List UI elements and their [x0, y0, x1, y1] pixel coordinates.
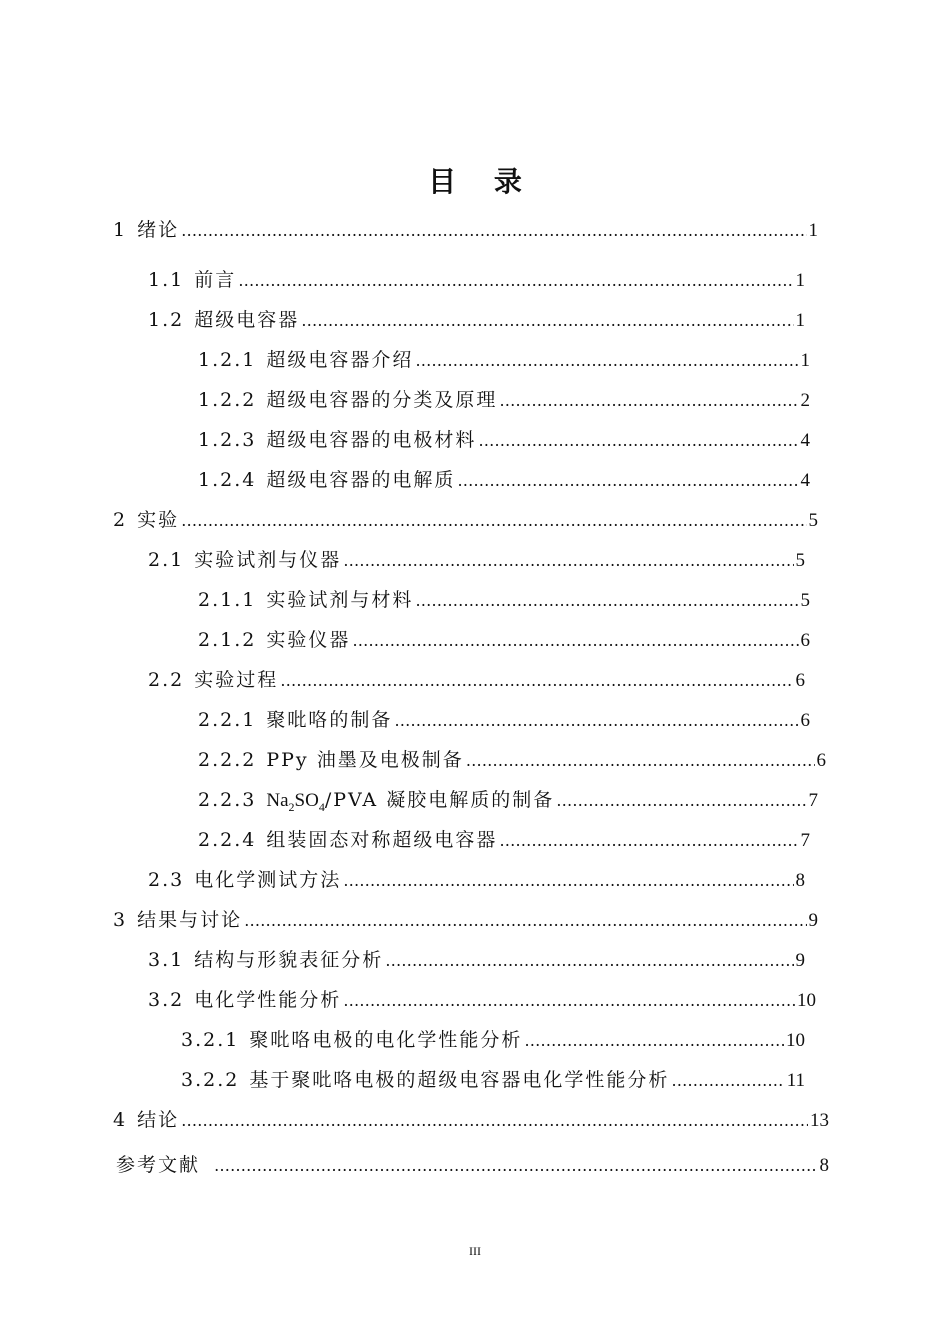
- toc-entry-page: 7: [808, 790, 818, 811]
- toc-entry[interactable]: [148, 865, 805, 895]
- toc-entry[interactable]: [113, 505, 818, 535]
- toc-entry-number: 2.2: [148, 669, 185, 691]
- toc-title: 目 录: [428, 165, 536, 198]
- dot-leader: [280, 666, 793, 696]
- toc-entry-label: PPy 油墨及电极制备: [266, 749, 464, 771]
- dot-leader: [385, 946, 793, 976]
- toc-entry-page: 6: [795, 670, 805, 691]
- toc-entry[interactable]: [198, 385, 810, 415]
- toc-entry-label: 实验仪器: [266, 629, 351, 651]
- toc-entry-number: 2.2.1: [198, 709, 257, 731]
- toc-entry[interactable]: [148, 665, 805, 695]
- toc-entry[interactable]: [181, 1065, 805, 1095]
- toc-entry-label: 结论: [137, 1109, 180, 1131]
- dot-leader: [671, 1066, 784, 1096]
- toc-entry-page: 6: [816, 750, 826, 771]
- toc-entry-label: 电化学测试方法: [194, 869, 342, 891]
- toc-entry-page: 1: [795, 310, 805, 331]
- dot-leader: [415, 586, 798, 616]
- toc-entry[interactable]: [198, 705, 810, 735]
- toc-entry-label: 实验试剂与仪器: [194, 549, 342, 571]
- toc-entry-number: 1.2.1: [198, 349, 257, 371]
- dot-leader: [343, 866, 793, 896]
- toc-entry-page: 8: [819, 1155, 829, 1176]
- toc-entry-label: 电化学性能分析: [194, 989, 342, 1011]
- toc-entry-label: 实验试剂与材料: [266, 589, 414, 611]
- formula-so: SO: [294, 790, 319, 811]
- toc-entry[interactable]: [148, 545, 805, 575]
- dot-leader: [244, 906, 806, 936]
- toc-entry-label: 组装固态对称超级电容器: [266, 829, 498, 851]
- toc-entry-page: 11: [786, 1070, 805, 1091]
- toc-entry-page: 5: [795, 550, 805, 571]
- toc-entry-number: 2.3: [148, 869, 185, 891]
- toc-entry-label: 实验过程: [194, 669, 279, 691]
- toc-entry[interactable]: [198, 785, 818, 815]
- toc-entry-page: 9: [808, 910, 818, 931]
- dot-leader: [556, 786, 806, 816]
- dot-leader: [415, 346, 798, 376]
- toc-entry[interactable]: [198, 625, 810, 655]
- toc-entry-number: 3: [113, 909, 128, 931]
- toc-entry[interactable]: [198, 345, 810, 375]
- dot-leader: [181, 216, 806, 246]
- toc-entry[interactable]: [148, 305, 805, 335]
- toc-entry-number: 1.2.4: [198, 469, 257, 491]
- toc-entry-page: 8: [795, 870, 805, 891]
- toc-entry-number: 3.2: [148, 989, 185, 1011]
- dot-leader: [524, 1026, 784, 1056]
- toc-entry-label: 绪论: [137, 219, 180, 241]
- toc-entry-number: 3.2.2: [181, 1069, 240, 1091]
- dot-leader: [499, 826, 798, 856]
- toc-entry[interactable]: [113, 905, 818, 935]
- toc-entry-label: 基于聚吡咯电极的超级电容器电化学性能分析: [249, 1069, 670, 1091]
- toc-entry-number: 2: [113, 509, 128, 531]
- toc-entry-label: [266, 785, 554, 816]
- toc-entry-label: 参考文献: [116, 1154, 201, 1176]
- toc-entry[interactable]: [148, 985, 816, 1015]
- toc-entry-number: 3.1: [148, 949, 185, 971]
- dot-leader: [214, 1151, 817, 1181]
- dot-leader: [343, 986, 795, 1016]
- toc-entry-label: 超级电容器的电极材料: [266, 429, 477, 451]
- toc-entry-label: 超级电容器介绍: [266, 349, 414, 371]
- toc-entry-page: 4: [800, 430, 810, 451]
- dot-leader: [181, 506, 806, 536]
- toc-entry[interactable]: [198, 585, 810, 615]
- toc-entry-page: 4: [800, 470, 810, 491]
- toc-entry-number: 1.2: [148, 309, 185, 331]
- toc-entry-number: 4: [113, 1109, 128, 1131]
- toc-entry[interactable]: [198, 825, 810, 855]
- toc-entry-number: 2.2.3: [198, 789, 257, 811]
- dot-leader: [499, 386, 798, 416]
- toc-entry-label: 结构与形貌表征分析: [194, 949, 384, 971]
- formula-rest: /PVA 凝胶电解质的制备: [324, 789, 555, 811]
- toc-entry-label: 聚吡咯的制备: [266, 709, 393, 731]
- toc-entry-number: 3.2.1: [181, 1029, 240, 1051]
- toc-entry-label: 超级电容器的电解质: [266, 469, 456, 491]
- dot-leader: [466, 746, 815, 776]
- toc-entry-page: 6: [800, 630, 810, 651]
- toc-entry-number: 1.1: [148, 269, 185, 291]
- formula-subscript-4: 4: [318, 799, 325, 814]
- toc-entry[interactable]: [181, 1025, 805, 1055]
- dot-leader: [352, 626, 798, 656]
- toc-entry-page: 1: [795, 270, 805, 291]
- toc-entry-number: 2.1.2: [198, 629, 257, 651]
- toc-entry-label: 前言: [194, 269, 237, 291]
- toc-entry-page: 9: [795, 950, 805, 971]
- formula-subscript-2: 2: [288, 799, 295, 814]
- toc-entry-label: 超级电容器的分类及原理: [266, 389, 498, 411]
- toc-entry-number: 2.2.4: [198, 829, 257, 851]
- dot-leader: [181, 1106, 808, 1136]
- toc-entry-page: 6: [800, 710, 810, 731]
- toc-entry[interactable]: [198, 425, 810, 455]
- toc-entry-page: 2: [800, 390, 810, 411]
- toc-entry-label: 实验: [137, 509, 180, 531]
- toc-entry-number: 2.2.2: [198, 749, 257, 771]
- toc-entry-page: 10: [797, 990, 816, 1011]
- toc-entry-label: 结果与讨论: [137, 909, 243, 931]
- toc-entry-page: 1: [808, 220, 818, 241]
- toc-entry-page: 10: [786, 1030, 805, 1051]
- toc-entry-page: 1: [800, 350, 810, 371]
- toc-entry-page: 13: [810, 1110, 829, 1131]
- toc-entry-number: 2.1.1: [198, 589, 257, 611]
- dot-leader: [301, 306, 793, 336]
- toc-entry[interactable]: [198, 745, 826, 775]
- toc-entry-label: 聚吡咯电极的电化学性能分析: [249, 1029, 523, 1051]
- toc-entry-number: 1: [113, 219, 128, 241]
- toc-entry-label: 超级电容器: [194, 309, 300, 331]
- toc-entry[interactable]: [198, 465, 810, 495]
- formula-na: Na: [266, 790, 289, 811]
- toc-entry[interactable]: [116, 1150, 829, 1180]
- toc-entry-number: 1.2.2: [198, 389, 257, 411]
- page-number: III: [469, 1244, 481, 1258]
- toc-entry-number: 1.2.3: [198, 429, 257, 451]
- dot-leader: [394, 706, 798, 736]
- dot-leader: [457, 466, 798, 496]
- toc-entry-page: 7: [800, 830, 810, 851]
- toc-entry-page: 5: [800, 590, 810, 611]
- dot-leader: [238, 266, 793, 296]
- toc-entry-page: 5: [808, 510, 818, 531]
- toc-entry[interactable]: [113, 215, 818, 245]
- toc-entry[interactable]: [113, 1105, 829, 1135]
- dot-leader: [478, 426, 798, 456]
- dot-leader: [343, 546, 793, 576]
- toc-entry[interactable]: [148, 945, 805, 975]
- toc-entry[interactable]: [148, 265, 805, 295]
- toc-entry-number: 2.1: [148, 549, 185, 571]
